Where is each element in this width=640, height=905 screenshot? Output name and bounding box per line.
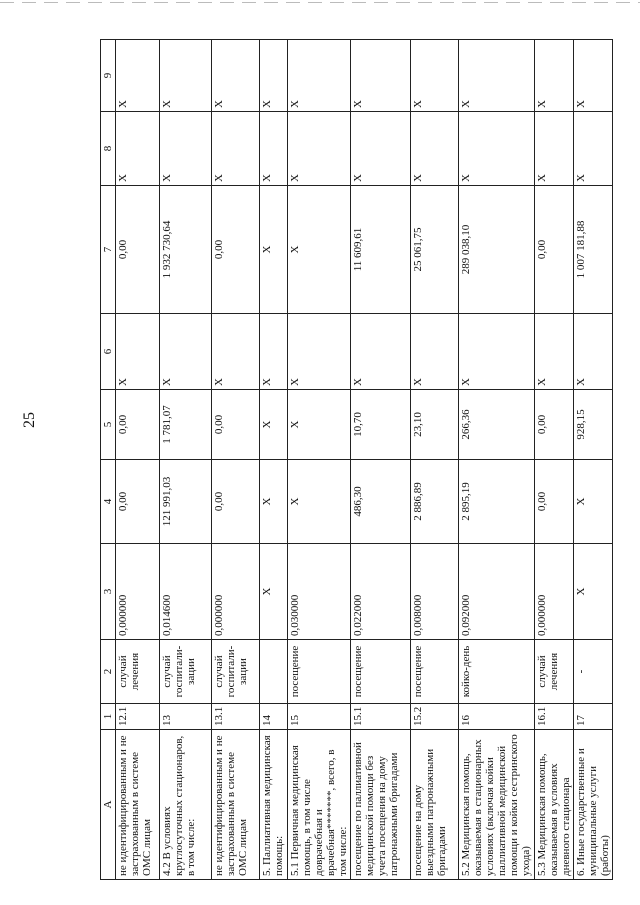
value-cell: 10,70 bbox=[351, 390, 411, 460]
table-header-row bbox=[101, 40, 116, 880]
value-cell: 0,00 bbox=[212, 390, 260, 460]
value-cell: 0,014600 bbox=[160, 544, 212, 640]
header-cell: 4 bbox=[101, 460, 116, 544]
row-label: 6. Иные государственные и муниципальные услуги (работы) bbox=[574, 730, 613, 880]
unit-cell: случай госпитали-зации bbox=[212, 640, 260, 704]
value-cell: X bbox=[260, 390, 288, 460]
value-cell: X bbox=[535, 112, 574, 186]
value-cell: 0,00 bbox=[212, 460, 260, 544]
value-cell: X bbox=[535, 314, 574, 390]
value-cell: X bbox=[459, 314, 535, 390]
row-label: 5.1 Первичная медицинская помощь, в том числе доврачебная и врачебная*******, всего, в том числе: bbox=[288, 730, 351, 880]
value-cell: X bbox=[574, 40, 613, 112]
row-code: 12.1 bbox=[116, 704, 160, 730]
value-cell: X bbox=[260, 112, 288, 186]
table-row bbox=[116, 40, 160, 880]
value-cell: X bbox=[160, 314, 212, 390]
row-code: 13 bbox=[160, 704, 212, 730]
header-cell: 6 bbox=[101, 314, 116, 390]
value-cell: 486,30 bbox=[351, 460, 411, 544]
value-cell: 0,00 bbox=[535, 390, 574, 460]
value-cell: 0,00 bbox=[116, 460, 160, 544]
page-number: 25 bbox=[21, 412, 38, 428]
row-code: 16 bbox=[459, 704, 535, 730]
unit-cell: случай лечения bbox=[116, 640, 160, 704]
value-cell: X bbox=[459, 112, 535, 186]
value-cell: X bbox=[260, 544, 288, 640]
value-cell: X bbox=[260, 186, 288, 314]
value-cell: 0,000000 bbox=[116, 544, 160, 640]
table-row bbox=[459, 40, 535, 880]
value-cell: 1 781,07 bbox=[160, 390, 212, 460]
row-code: 15.1 bbox=[351, 704, 411, 730]
row-code: 17 bbox=[574, 704, 613, 730]
value-cell: 289 038,10 bbox=[459, 186, 535, 314]
value-cell: X bbox=[351, 40, 411, 112]
row-label: посещение на дому выездными патронажными бригадами bbox=[411, 730, 459, 880]
row-label: 5. Паллиативная медицинская помощь: bbox=[260, 730, 288, 880]
value-cell: X bbox=[535, 40, 574, 112]
row-code: 13.1 bbox=[212, 704, 260, 730]
value-cell: 11 609,61 bbox=[351, 186, 411, 314]
value-cell: X bbox=[116, 314, 160, 390]
rotated-table-container bbox=[100, 40, 611, 880]
value-cell: X bbox=[260, 460, 288, 544]
value-cell: 23,10 bbox=[411, 390, 459, 460]
value-cell: X bbox=[260, 40, 288, 112]
unit-cell bbox=[260, 640, 288, 704]
scan-edge-artifact bbox=[0, 2, 640, 3]
value-cell: X bbox=[411, 112, 459, 186]
value-cell: 0,000000 bbox=[535, 544, 574, 640]
value-cell: 1 932 730,64 bbox=[160, 186, 212, 314]
header-cell: 2 bbox=[101, 640, 116, 704]
value-cell: X bbox=[574, 112, 613, 186]
value-cell: 928,15 bbox=[574, 390, 613, 460]
unit-cell: койко-день bbox=[459, 640, 535, 704]
header-cell: 3 bbox=[101, 544, 116, 640]
value-cell: 0,008000 bbox=[411, 544, 459, 640]
table-row bbox=[574, 40, 613, 880]
value-cell: X bbox=[459, 40, 535, 112]
table-row bbox=[351, 40, 411, 880]
value-cell: X bbox=[351, 112, 411, 186]
value-cell: X bbox=[574, 544, 613, 640]
header-cell: 7 bbox=[101, 186, 116, 314]
value-cell: 0,030000 bbox=[288, 544, 351, 640]
row-label: не идентифицированным и не застрахованным в системе ОМС лицам bbox=[212, 730, 260, 880]
value-cell: X bbox=[160, 112, 212, 186]
value-cell: 121 991,03 bbox=[160, 460, 212, 544]
value-cell: 0,00 bbox=[116, 390, 160, 460]
value-cell: 0,000000 bbox=[212, 544, 260, 640]
table-row bbox=[160, 40, 212, 880]
table-row bbox=[535, 40, 574, 880]
unit-cell: случай госпитали-зации bbox=[160, 640, 212, 704]
value-cell: 0,00 bbox=[212, 186, 260, 314]
value-cell: 0,00 bbox=[116, 186, 160, 314]
value-cell: X bbox=[288, 314, 351, 390]
value-cell: 25 061,75 bbox=[411, 186, 459, 314]
value-cell: X bbox=[411, 40, 459, 112]
value-cell: X bbox=[116, 40, 160, 112]
header-cell: 9 bbox=[101, 40, 116, 112]
value-cell: 0,00 bbox=[535, 186, 574, 314]
value-cell: 2 895,19 bbox=[459, 460, 535, 544]
header-cell: A bbox=[101, 730, 116, 880]
row-code: 16.1 bbox=[535, 704, 574, 730]
value-cell: X bbox=[288, 186, 351, 314]
unit-cell: посещение bbox=[351, 640, 411, 704]
value-cell: X bbox=[411, 314, 459, 390]
value-cell: X bbox=[574, 460, 613, 544]
value-cell: X bbox=[288, 390, 351, 460]
value-cell: X bbox=[288, 460, 351, 544]
value-cell: X bbox=[260, 314, 288, 390]
unit-cell: посещение bbox=[288, 640, 351, 704]
value-cell: 1 007 181,88 bbox=[574, 186, 613, 314]
value-cell: X bbox=[160, 40, 212, 112]
value-cell: 0,022000 bbox=[351, 544, 411, 640]
data-table bbox=[100, 39, 613, 880]
header-cell: 1 bbox=[101, 704, 116, 730]
value-cell: X bbox=[116, 112, 160, 186]
row-code: 14 bbox=[260, 704, 288, 730]
row-label: не идентифицированным и не застрахованным в системе ОМС лицам bbox=[116, 730, 160, 880]
unit-cell: посещение bbox=[411, 640, 459, 704]
row-label: 5.2 Медицинская помощь, оказываемая в стационарных условиях (включая койки паллиативной медицинской помощи и койки сестринского ухода) bbox=[459, 730, 535, 880]
value-cell: X bbox=[212, 314, 260, 390]
table-row bbox=[212, 40, 260, 880]
value-cell: 2 886,89 bbox=[411, 460, 459, 544]
row-code: 15 bbox=[288, 704, 351, 730]
table-row bbox=[288, 40, 351, 880]
row-label: 4.2 В условиях круглосуточных стационаров, в том числе: bbox=[160, 730, 212, 880]
value-cell: X bbox=[574, 314, 613, 390]
table-row bbox=[411, 40, 459, 880]
value-cell: 0,092000 bbox=[459, 544, 535, 640]
row-label: посещение по паллиативной медицинской помощи без учета посещения на дому патронажными бригадами bbox=[351, 730, 411, 880]
value-cell: X bbox=[288, 112, 351, 186]
unit-cell: - bbox=[574, 640, 613, 704]
header-cell: 5 bbox=[101, 390, 116, 460]
row-code: 15.2 bbox=[411, 704, 459, 730]
row-label: 5.3 Медицинская помощь, оказываемая в условиях дневного стационара bbox=[535, 730, 574, 880]
value-cell: 0,00 bbox=[535, 460, 574, 544]
value-cell: X bbox=[212, 40, 260, 112]
value-cell: 266,36 bbox=[459, 390, 535, 460]
value-cell: X bbox=[351, 314, 411, 390]
header-cell: 8 bbox=[101, 112, 116, 186]
value-cell: X bbox=[288, 40, 351, 112]
unit-cell: случай лечения bbox=[535, 640, 574, 704]
table-row bbox=[260, 40, 288, 880]
value-cell: X bbox=[212, 112, 260, 186]
